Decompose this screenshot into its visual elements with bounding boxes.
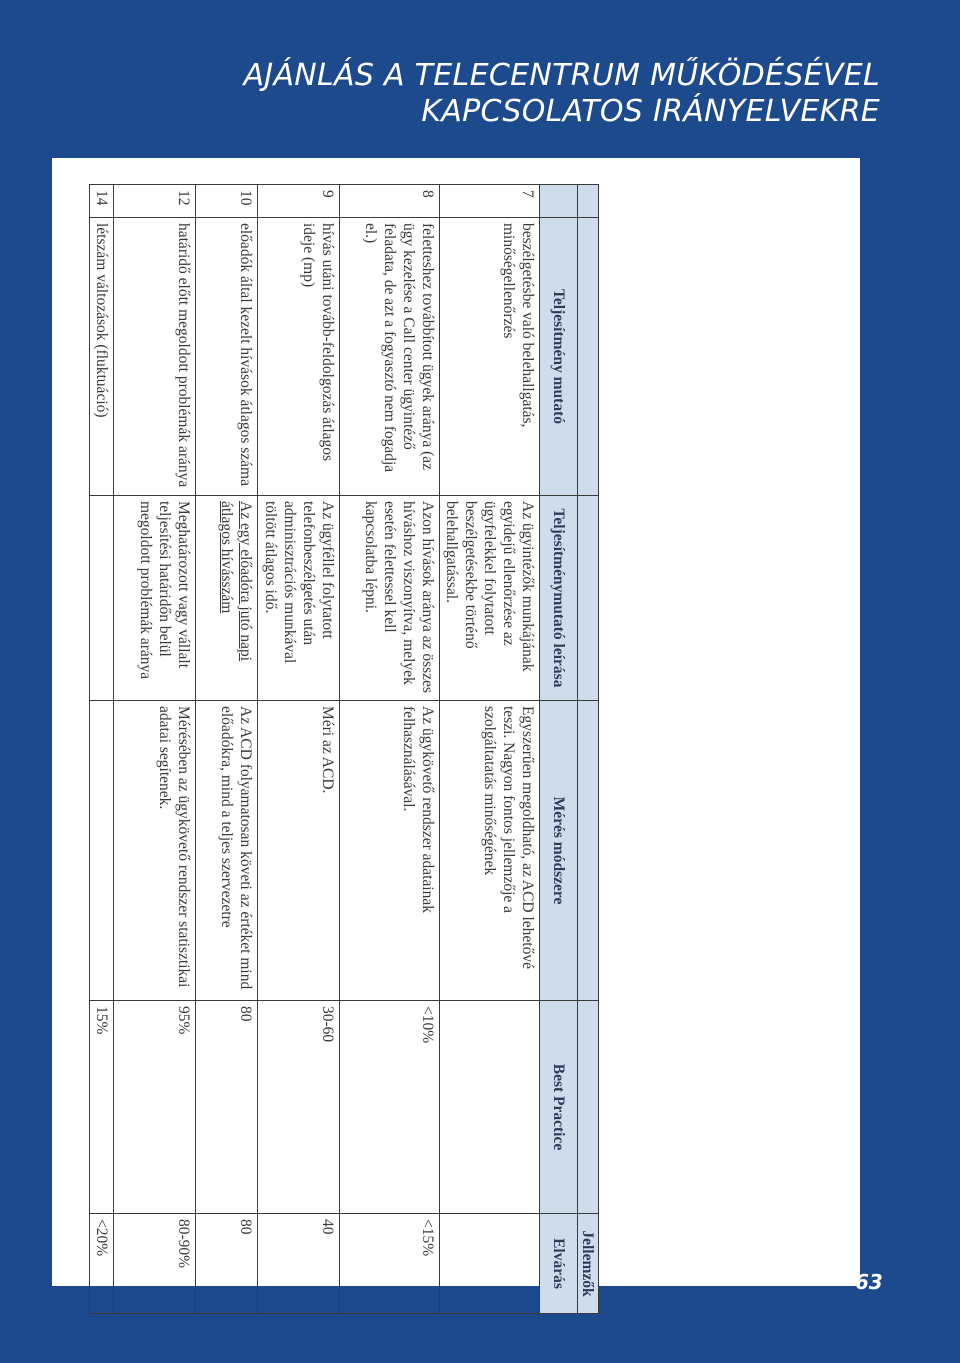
row-number: 14	[90, 185, 114, 218]
page-title	[180, 58, 880, 130]
row-elvaras: 80-90%	[114, 1214, 196, 1314]
row-leiras: Az ügyféllel folytatott telefonbeszélgetés után adminisztrációs munkával töltött átlagos idő.	[258, 496, 340, 701]
row-leiras: Az egy előadóra jutó napi átlagos hívásszám	[196, 496, 258, 701]
row-meres: Az ACD folyamatosan követi az értéket mind előadókra, mind a teljes szervezetre	[196, 701, 258, 1001]
row-elvaras: 40	[258, 1214, 340, 1314]
row-meres: Méri az ACD.	[258, 701, 340, 1001]
row-best-practice: 30-60	[258, 1001, 340, 1214]
page-title-line1: AJÁNLÁS A TELECENTRUM MŰKÖDÉSÉVEL	[243, 58, 880, 93]
table-row	[258, 185, 340, 1314]
row-leiras: Azon hívások aránya az összes híváshoz viszonyítva, melyek esetén felettessel kell kapcsolatba lépni.	[340, 496, 440, 701]
row-best-practice: 95%	[114, 1001, 196, 1214]
page-number: 63	[855, 1270, 883, 1294]
row-meres: Az ügykövető rendszer adatainak felhasználásával.	[340, 701, 440, 1001]
header-blank-cell	[578, 701, 599, 1001]
row-best-practice: 15%	[90, 1001, 114, 1214]
column-header-leiras: Teljesítménymutató leírása	[540, 496, 578, 701]
row-meres	[90, 701, 114, 1001]
row-mutato: feletteshez továbbított ügyek aránya (az ügy kezelése a Call center ügyintéző feladata, de azt a fogyasztó nem fogadja el.)	[340, 218, 440, 496]
table-row	[196, 185, 258, 1314]
row-number: 7	[440, 185, 540, 218]
row-mutato: hívás utáni tovább-feldolgozás átlagos ideje (mp)	[258, 218, 340, 496]
row-meres: Egyszerűen megoldható, az ACD lehetővé teszi. Nagyon fontos jellemzője a szolgáltatatás minőségének	[440, 701, 540, 1001]
row-mutato: létszám változások (fluktuáció)	[90, 218, 114, 496]
page-title-line2: KAPCSOLATOS IRÁNYELVEKRE	[421, 94, 880, 129]
header-blank-cell	[578, 218, 599, 496]
row-number: 10	[196, 185, 258, 218]
column-header-elvaras: Elvárás	[540, 1214, 578, 1314]
row-best-practice: <10%	[340, 1001, 440, 1214]
row-mutato: határidő előtt megoldott problémák aránya	[114, 218, 196, 496]
row-number: 9	[258, 185, 340, 218]
row-elvaras: <20%	[90, 1214, 114, 1314]
table-header-row-1	[578, 185, 599, 1314]
header-blank-cell	[578, 496, 599, 701]
table-row	[114, 185, 196, 1314]
row-best-practice: 80	[196, 1001, 258, 1214]
column-header-num	[540, 185, 578, 218]
row-mutato: előadók által kezelt hívások átlagos száma	[196, 218, 258, 496]
row-leiras: Meghatározott vagy vállalt teljesítési határidőn belül megoldott problémák aránya	[114, 496, 196, 701]
row-best-practice	[440, 1001, 540, 1214]
table-header-row-2	[540, 185, 578, 1314]
row-leiras: Az ügyintézők munkájának egyidejű ellenőrzése az ügyfelekkel folytatott beszélgetésekbe történő belehallgatással.	[440, 496, 540, 701]
column-header-meres: Mérés módszere	[540, 701, 578, 1001]
row-number: 12	[114, 185, 196, 218]
table-row	[440, 185, 540, 1314]
header-blank-cell	[578, 185, 599, 218]
table-row	[90, 185, 114, 1314]
row-elvaras: <15%	[340, 1214, 440, 1314]
rotated-table-container	[89, 184, 599, 1313]
row-mutato: beszélgetésbe való belehallgatás, minőségellenőrzés	[440, 218, 540, 496]
row-elvaras	[440, 1214, 540, 1314]
row-meres: Mérésében az ügykövető rendszer statisztikai adatai segítenek.	[114, 701, 196, 1001]
row-leiras	[90, 496, 114, 701]
column-header-mutato: Teljesítmény mutató	[540, 218, 578, 496]
row-number: 8	[340, 185, 440, 218]
table-row	[340, 185, 440, 1314]
column-header-jellemzok: Jellemzők	[578, 1214, 599, 1314]
header-blank-cell	[578, 1001, 599, 1214]
row-elvaras: 80	[196, 1214, 258, 1314]
performance-indicator-table	[89, 184, 599, 1314]
column-header-best-practice: Best Practice	[540, 1001, 578, 1214]
